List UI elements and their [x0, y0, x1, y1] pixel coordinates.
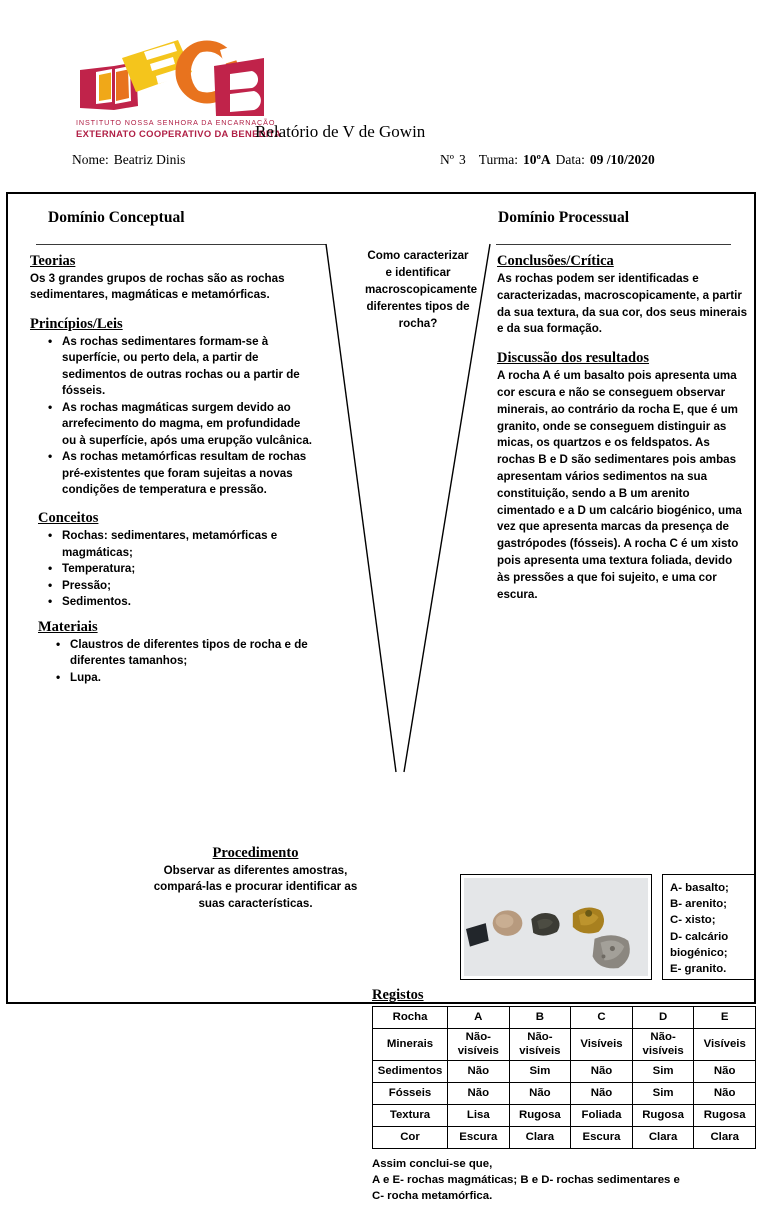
list-item: • As rochas metamórficas resultam de rochas pré-existentes que foram sujeitas a novas condições de temperatura e pressão. — [62, 449, 315, 498]
procedural-domain-heading: Domínio Processual — [498, 209, 630, 226]
class-label: Turma: — [478, 152, 518, 167]
table-cell: Rugosa — [509, 1105, 571, 1127]
list-item: • As rochas sedimentares formam-se à superfície, ou perto dela, a partir de sedimentos de outras rochas ou a partir de fósseis. — [62, 334, 315, 400]
table-cell: Lisa — [448, 1105, 510, 1127]
table-cell: Não-visíveis — [448, 1029, 510, 1061]
table-cell: Minerais — [373, 1029, 448, 1061]
legend-line: C- xisto; — [670, 914, 716, 927]
table-cell: E — [694, 1007, 756, 1029]
table-cell: Não — [448, 1083, 510, 1105]
list-item: • Claustros de diferentes tipos de rocha e de diferentes tamanhos; — [70, 637, 315, 670]
rock-samples-photo-inner — [464, 878, 648, 976]
table-row — [373, 1007, 756, 1029]
procedural-column — [497, 252, 747, 603]
table-cell: Clara — [632, 1127, 694, 1149]
page-title — [255, 122, 425, 142]
procedimento-text: Observar as diferentes amostras, compará-las e procurar identificar as suas características. — [153, 864, 358, 910]
name-label: Nome: — [72, 152, 109, 167]
table-cell: Cor — [373, 1127, 448, 1149]
teorias-text: Os 3 grandes grupos de rochas são as rochas sedimentares, magmáticas e metamórficas. — [30, 272, 285, 302]
table-cell: B — [509, 1007, 571, 1029]
table-cell: Textura — [373, 1105, 448, 1127]
conclusion-line: A e E- rochas magmáticas; B e D- rochas sedimentares e — [372, 1174, 680, 1187]
final-conclusion — [372, 1156, 680, 1205]
logo-school-line: EXTERNATO COOPERATIVO DA BENEDITA — [76, 128, 282, 139]
list-item: • Sedimentos. — [62, 594, 315, 610]
name-value: Beatriz Dinis — [113, 152, 186, 167]
table-cell: Sim — [632, 1083, 694, 1105]
teorias-section — [30, 252, 315, 304]
table-cell: Escura — [571, 1127, 633, 1149]
right-divider-line — [496, 244, 731, 245]
table-cell: Sedimentos — [373, 1061, 448, 1083]
rock-legend — [662, 874, 756, 980]
table-cell: Não — [571, 1083, 633, 1105]
conceitos-list — [30, 528, 315, 610]
conceptual-column — [30, 252, 315, 697]
table-cell: Não — [571, 1061, 633, 1083]
materiais-section — [30, 618, 315, 686]
table-row — [373, 1105, 756, 1127]
student-name-row — [72, 152, 185, 168]
procedimento-heading: Procedimento — [212, 845, 299, 861]
legend-line: D- calcário — [670, 930, 729, 943]
conclusoes-heading: Conclusões/Crítica — [497, 253, 614, 269]
conceitos-section — [30, 509, 315, 610]
table-cell: A — [448, 1007, 510, 1029]
list-item: • Lupa. — [70, 670, 315, 686]
table-row — [373, 1029, 756, 1061]
conclusoes-text: As rochas podem ser identificadas e caracterizadas, macroscopicamente, a partir da sua textura, da sua cor, dos seus minerais e da sua formação. — [497, 272, 748, 336]
list-item: • Pressão; — [62, 578, 315, 594]
conceptual-domain-heading: Domínio Conceptual — [48, 209, 185, 226]
table-cell: Não-visíveis — [632, 1029, 694, 1061]
materiais-heading: Materiais — [38, 618, 98, 635]
registos-table — [372, 1006, 756, 1149]
table-cell: Rugosa — [694, 1105, 756, 1127]
table-cell: Clara — [509, 1127, 571, 1149]
table-cell: D — [632, 1007, 694, 1029]
table-cell: Rugosa — [632, 1105, 694, 1127]
conceitos-heading: Conceitos — [38, 510, 99, 527]
table-cell: Não — [448, 1061, 510, 1083]
discussao-heading: Discussão dos resultados — [497, 350, 650, 367]
table-cell: Não — [509, 1083, 571, 1105]
legend-line: E- granito. — [670, 962, 727, 975]
legend-line: A- basalto; — [670, 882, 729, 894]
logo-institute-line: INSTITUTO NOSSA SENHORA DA ENCARNAÇÃO — [76, 118, 276, 127]
table-cell: Clara — [694, 1127, 756, 1149]
procedimento-section — [148, 844, 363, 912]
student-meta-row — [440, 152, 655, 168]
conclusoes-section — [497, 252, 747, 338]
table-cell: Foliada — [571, 1105, 633, 1127]
table-cell: Visíveis — [571, 1029, 633, 1061]
list-item: • As rochas magmáticas surgem devido ao arrefecimento do magma, em profundidade ou à superfície, após uma erupção vulcânica. — [62, 400, 315, 449]
table-cell: Não-visíveis — [509, 1029, 571, 1061]
table-row — [373, 1127, 756, 1149]
v-gowin-diagram-frame — [6, 192, 756, 1203]
list-item: • Temperatura; — [62, 561, 315, 577]
table-cell: Fósseis — [373, 1083, 448, 1105]
conclusion-line: C- rocha metamórfica. — [372, 1190, 493, 1203]
principios-list — [30, 334, 315, 499]
principios-heading: Princípios/Leis — [30, 315, 123, 332]
table-row — [373, 1083, 756, 1105]
document-header — [0, 0, 768, 186]
table-cell: Escura — [448, 1127, 510, 1149]
logo-mark-icon — [74, 36, 264, 116]
materiais-list — [30, 637, 315, 686]
table-cell: C — [571, 1007, 633, 1029]
legend-line: B- arenito; — [670, 898, 727, 911]
date-value: 09 /10/2020 — [589, 152, 655, 167]
table-cell: Não — [694, 1083, 756, 1105]
table-row — [373, 1061, 756, 1083]
registos-heading: Registos — [372, 987, 424, 1003]
teorias-heading: Teorias — [30, 253, 76, 269]
page-title-text: Relatório de V de Gowin — [255, 122, 426, 141]
number-label: Nº — [440, 152, 454, 167]
date-label: Data: — [555, 152, 585, 167]
table-cell: Visíveis — [694, 1029, 756, 1061]
rock-samples-illustration — [464, 878, 648, 976]
principios-section — [30, 315, 315, 499]
class-value: 10ºA — [522, 152, 551, 167]
focus-question: Como caracterizar e identificar macroscopicamente diferentes tipos de rocha? — [365, 249, 478, 331]
rock-samples-photo — [460, 874, 652, 980]
number-value: 3 — [458, 152, 466, 167]
discussao-text: A rocha A é um basalto pois apresenta uma cor escura e não se conseguem observar minerais, ao contrário da rocha E, que é um granito, onde se conseguem distinguir as micas, os quartzos e os feldspatos. As rochas B e D são sedimentares pois ambas apresentam vários sedimentos na sua constituição, sendo a B um arenito cimentado e a D um calcário biogénico, uma vez que apresenta marcas da presença de gastrópodes (fósseis). A rocha C é um xisto pois apresenta uma textura foliada, devido às pressões a que foi sujeito, e uma cor escura. — [497, 369, 742, 601]
table-cell: Rocha — [373, 1007, 448, 1029]
table-cell: Sim — [509, 1061, 571, 1083]
school-logo — [74, 36, 282, 140]
left-divider-line — [36, 244, 326, 245]
legend-line: biogénico; — [670, 946, 728, 959]
list-item: • Rochas: sedimentares, metamórficas e magmáticas; — [62, 528, 315, 561]
discussao-section — [497, 349, 747, 603]
table-cell: Não — [694, 1061, 756, 1083]
table-cell: Sim — [632, 1061, 694, 1083]
conclusion-line: Assim conclui-se que, — [372, 1158, 493, 1170]
